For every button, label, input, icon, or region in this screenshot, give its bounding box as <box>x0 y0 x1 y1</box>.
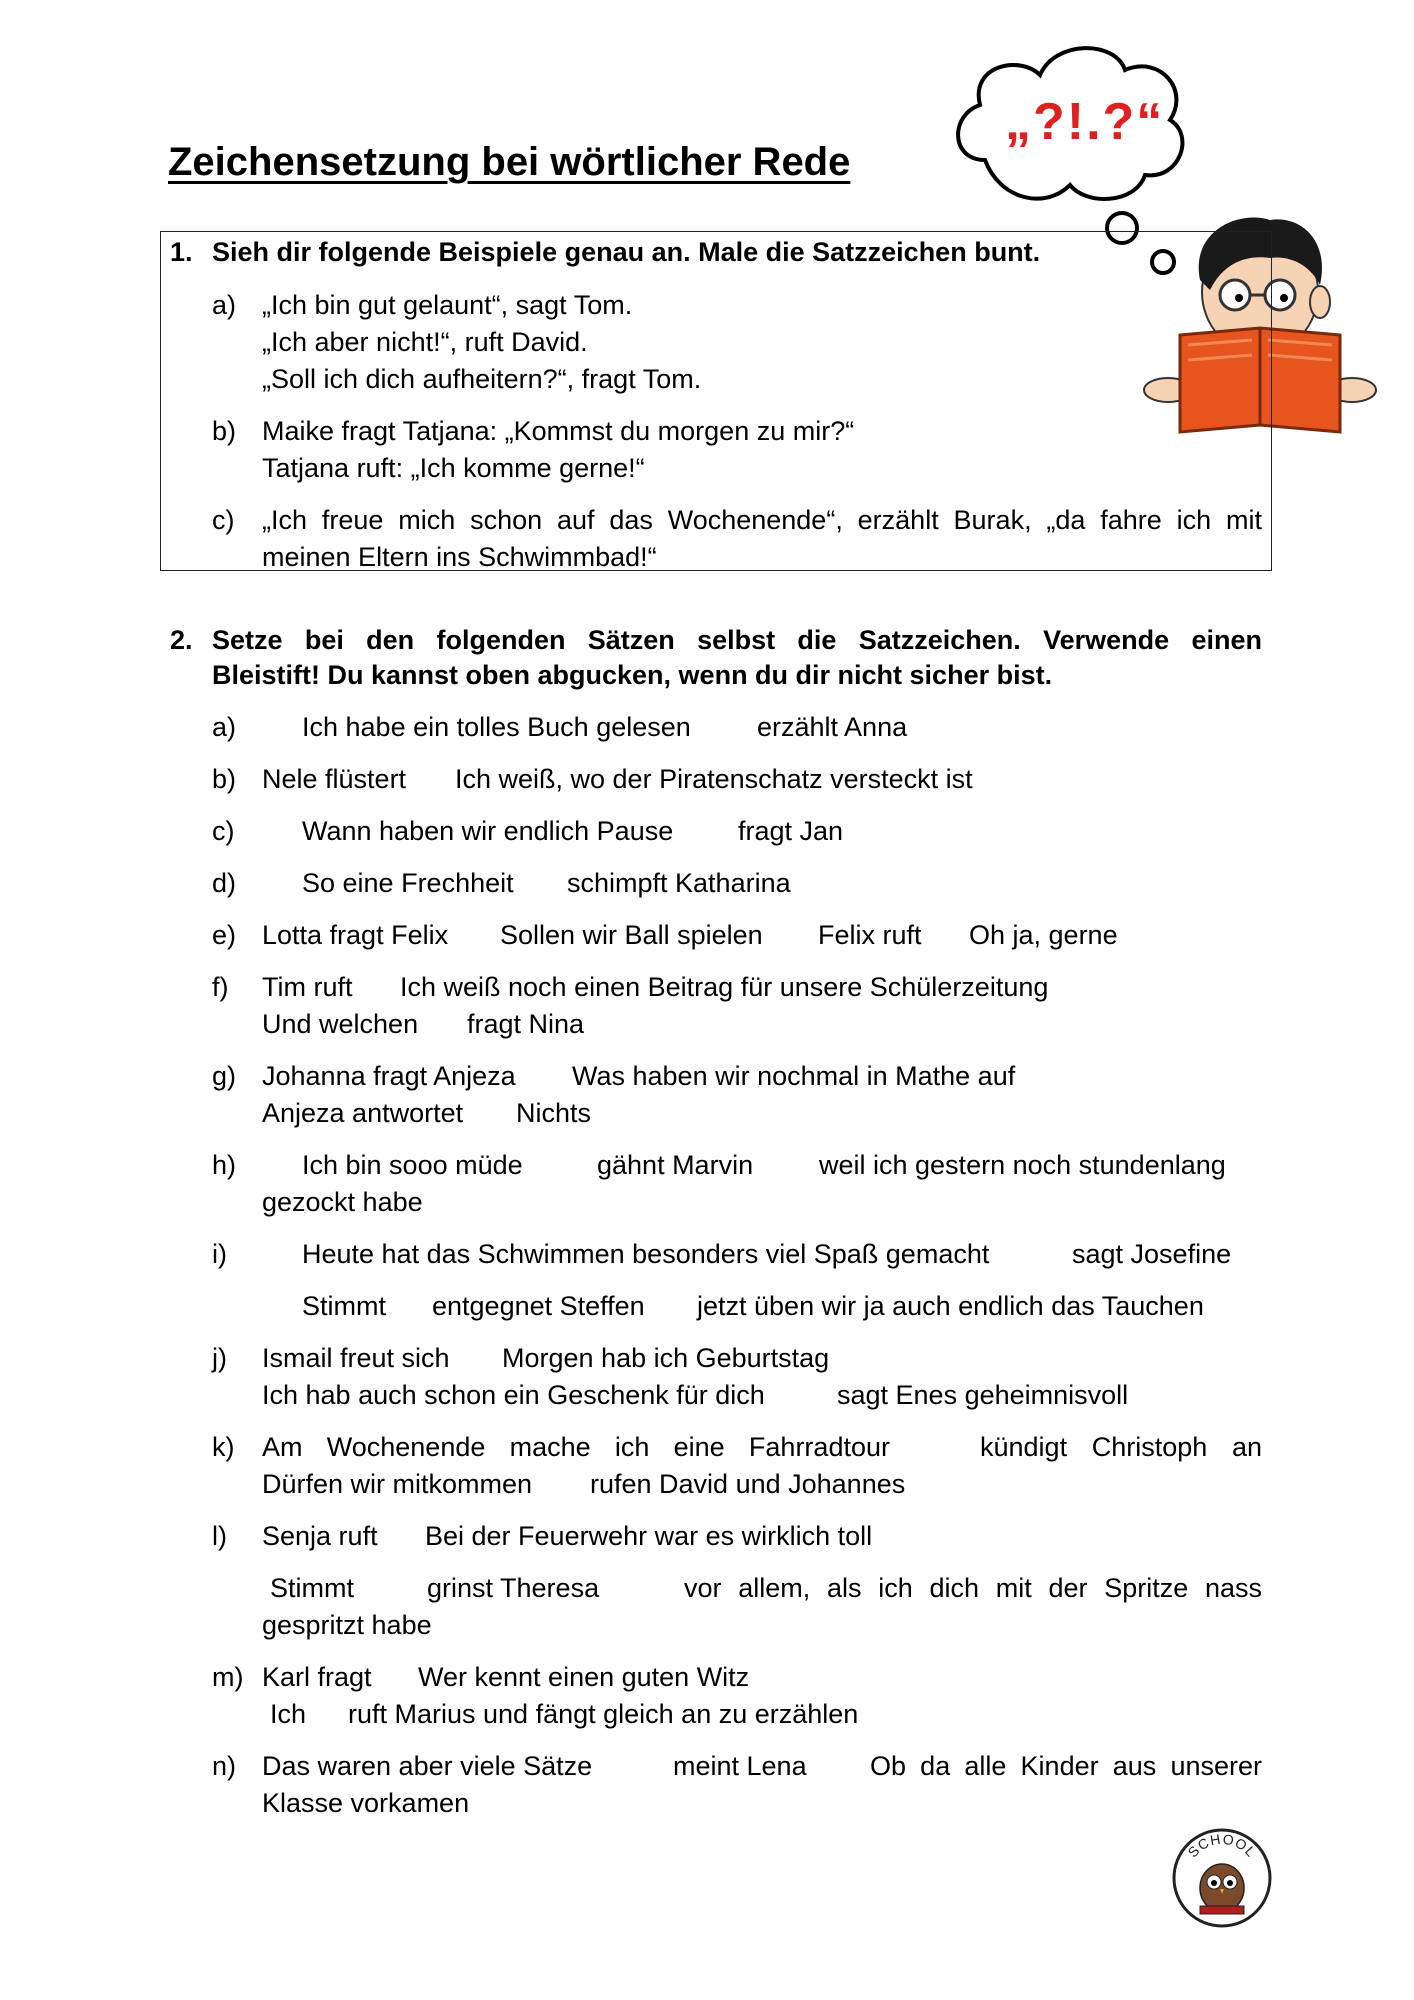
task2-item-label: j) <box>212 1343 227 1373</box>
sentence-part: Morgen hab ich Geburtstag <box>502 1343 830 1373</box>
sentence-part: Ich habe ein tolles Buch gelesen <box>302 712 691 742</box>
sentence-part: Senja ruft <box>262 1521 378 1551</box>
sentence-part: ruft Marius und fängt gleich an zu erzählen <box>348 1699 859 1729</box>
sentence-part: Lotta fragt Felix <box>262 920 449 950</box>
sentence-part: Und welchen <box>262 1009 419 1039</box>
task2-item-label: m) <box>212 1662 244 1692</box>
sentence-part: Ob da alle Kinder aus unserer <box>870 1751 1262 1781</box>
page-title: Zeichensetzung bei wörtlicher Rede <box>168 140 851 184</box>
sentence-part: Ismail freut sich <box>262 1343 450 1373</box>
task1-item-line: meinen Eltern ins Schwimmbad!“ <box>262 542 657 572</box>
sentence-part: Sollen wir Ball spielen <box>500 920 763 950</box>
sentence-part: Nichts <box>516 1098 592 1128</box>
task2-item-label: g) <box>212 1061 237 1091</box>
sentence-part: Stimmt <box>302 1291 386 1321</box>
task2-item-label: b) <box>212 764 237 794</box>
sentence-part: jetzt üben wir ja auch endlich das Tauchen <box>697 1291 1204 1321</box>
sentence-part: Bei der Feuerwehr war es wirklich toll <box>425 1521 873 1551</box>
sentence-part: Heute hat das Schwimmen besonders viel Spaß gemacht <box>302 1239 990 1269</box>
sentence-part: fragt Jan <box>738 816 844 846</box>
sentence-part: Ich <box>270 1699 307 1729</box>
logo-text: SCHOOL <box>1184 1830 1260 1861</box>
sentence-part: gähnt Marvin <box>597 1150 754 1180</box>
task1-item-line: „Ich aber nicht!“, ruft David. <box>262 327 588 357</box>
sentence-part: Dürfen wir mitkommen <box>262 1469 533 1499</box>
sentence-part: vor allem, als ich dich mit der Spritze nass <box>684 1573 1262 1603</box>
sentence-part: weil ich gestern noch stundenlang <box>819 1150 1226 1180</box>
task2-item-label: l) <box>212 1521 227 1551</box>
sentence-part: Nele flüstert <box>262 764 407 794</box>
sentence-part: rufen David und Johannes <box>590 1469 906 1499</box>
sentence-part: Am Wochenende mache ich eine Fahrradtour <box>262 1432 890 1462</box>
sentence-part: Wann haben wir endlich Pause <box>302 816 674 846</box>
task2-number: 2. <box>170 625 193 655</box>
sentence-part: Ich hab auch schon ein Geschenk für dich <box>262 1380 765 1410</box>
sentence-part: gespritzt habe <box>262 1610 432 1640</box>
sentence-part: schimpft Katharina <box>567 868 791 898</box>
sentence-part: sagt Josefine <box>1072 1239 1232 1269</box>
task2-instruction: Setze bei den folgenden Sätzen selbst die Satzzeichen. Verwende einen <box>212 625 1262 655</box>
sentence-part: Klasse vorkamen <box>262 1788 470 1818</box>
task1-item-line: „Ich freue mich schon auf das Wochenende“, erzählt Burak, „da fahre ich mit <box>262 505 1262 535</box>
bubble-punctuation-text: „?!.?“ <box>1005 93 1165 151</box>
sentence-part: entgegnet Steffen <box>432 1291 645 1321</box>
task2-item-label: e) <box>212 920 237 950</box>
sentence-part: So eine Frechheit <box>302 868 514 898</box>
sentence-part: kündigt Christoph an <box>980 1432 1262 1462</box>
sentence-part: Ich bin sooo müde <box>302 1150 523 1180</box>
task2-item-label: i) <box>212 1239 227 1269</box>
sentence-part: erzählt Anna <box>757 712 908 742</box>
task2-item-label: f) <box>212 972 229 1002</box>
sentence-part: grinst Theresa <box>427 1573 600 1603</box>
task2-item-label: n) <box>212 1751 237 1781</box>
task2-item-label: k) <box>212 1432 235 1462</box>
sentence-part: Anjeza antwortet <box>262 1098 464 1128</box>
task1-item-line: „Soll ich dich aufheitern?“, fragt Tom. <box>262 364 702 394</box>
task1-item-line: „Ich bin gut gelaunt“, sagt Tom. <box>262 290 633 320</box>
task1-item-label: a) <box>212 290 237 320</box>
task2-item-label: d) <box>212 868 237 898</box>
sentence-part: Karl fragt <box>262 1662 372 1692</box>
task1-item-label: b) <box>212 416 237 446</box>
task1-number: 1. <box>170 237 193 267</box>
sentence-part: gezockt habe <box>262 1187 423 1217</box>
sentence-part: meint Lena <box>673 1751 807 1781</box>
task1-item-label: c) <box>212 505 235 535</box>
sentence-part: Johanna fragt Anjeza <box>262 1061 516 1091</box>
sentence-part: Stimmt <box>270 1573 354 1603</box>
sentence-part: sagt Enes geheimnisvoll <box>837 1380 1129 1410</box>
sentence-part: Tim ruft <box>262 972 353 1002</box>
sentence-part: Was haben wir nochmal in Mathe auf <box>572 1061 1016 1091</box>
task2-instruction: Bleistift! Du kannst oben abgucken, wenn du dir nicht sicher bist. <box>212 660 1053 690</box>
sentence-part: Felix ruft <box>818 920 922 950</box>
sentence-part: Wer kennt einen guten Witz <box>418 1662 750 1692</box>
sentence-part: Oh ja, gerne <box>969 920 1118 950</box>
task2-item-label: c) <box>212 816 235 846</box>
sentence-part: fragt Nina <box>467 1009 585 1039</box>
task2-item-label: a) <box>212 712 237 742</box>
task1-instruction: Sieh dir folgende Beispiele genau an. Male die Satzzeichen bunt. <box>212 237 1041 267</box>
sentence-part: Ich weiß, wo der Piratenschatz versteckt ist <box>455 764 973 794</box>
school-owl-logo <box>1170 1826 1274 1930</box>
sentence-part: Ich weiß noch einen Beitrag für unsere Schülerzeitung <box>400 972 1049 1002</box>
task1-item-line: Tatjana ruft: „Ich komme gerne!“ <box>262 453 645 483</box>
task1-item-line: Maike fragt Tatjana: „Kommst du morgen zu mir?“ <box>262 416 855 446</box>
sentence-part: Das waren aber viele Sätze <box>262 1751 593 1781</box>
task2-item-label: h) <box>212 1150 237 1180</box>
